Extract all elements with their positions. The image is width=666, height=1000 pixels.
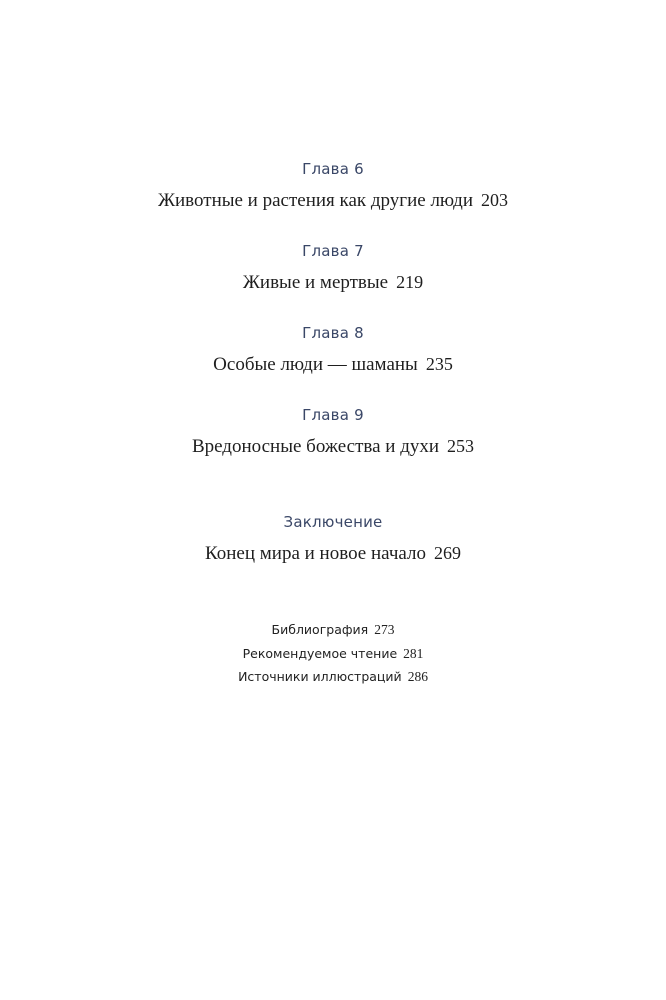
chapter-6-page: 203 xyxy=(481,190,508,210)
back-matter-bibliography xyxy=(0,622,666,638)
chapter-9-title: Вредоносные божества и духи xyxy=(191,436,440,457)
back-matter-illustration-sources xyxy=(0,669,666,685)
bibliography-title: Библиография xyxy=(271,622,369,637)
chapter-8-label: Глава 8 xyxy=(302,324,364,342)
chapter-6-entry xyxy=(0,190,666,212)
chapter-8-title: Особые люди — шаманы xyxy=(213,354,418,375)
conclusion-entry xyxy=(0,543,666,565)
conclusion-label: Заключение xyxy=(283,513,383,531)
chapter-6-title: Животные и растения как другие люди xyxy=(157,190,473,211)
illustration-sources-title: Источники иллюстраций xyxy=(238,669,402,684)
chapter-9-entry xyxy=(0,436,666,458)
chapter-8-page: 235 xyxy=(425,354,453,374)
chapter-9-label: Глава 9 xyxy=(302,406,364,424)
chapter-7-title: Живые и мертвые xyxy=(242,272,389,293)
chapter-8-entry xyxy=(0,354,666,376)
chapter-7-entry xyxy=(0,272,666,294)
recommended-reading-page: 281 xyxy=(403,646,424,661)
back-matter-recommended-reading xyxy=(0,646,666,662)
conclusion-title: Конец мира и новое начало xyxy=(205,543,426,564)
recommended-reading-title: Рекомендуемое чтение xyxy=(242,646,398,661)
chapter-6-label: Глава 6 xyxy=(302,160,364,178)
chapter-7-page: 219 xyxy=(396,272,424,292)
chapter-7-label: Глава 7 xyxy=(302,242,364,260)
illustration-sources-page: 286 xyxy=(407,669,428,684)
conclusion-page: 269 xyxy=(433,543,461,563)
chapter-9-page: 253 xyxy=(447,436,475,456)
bibliography-page: 273 xyxy=(374,622,395,637)
